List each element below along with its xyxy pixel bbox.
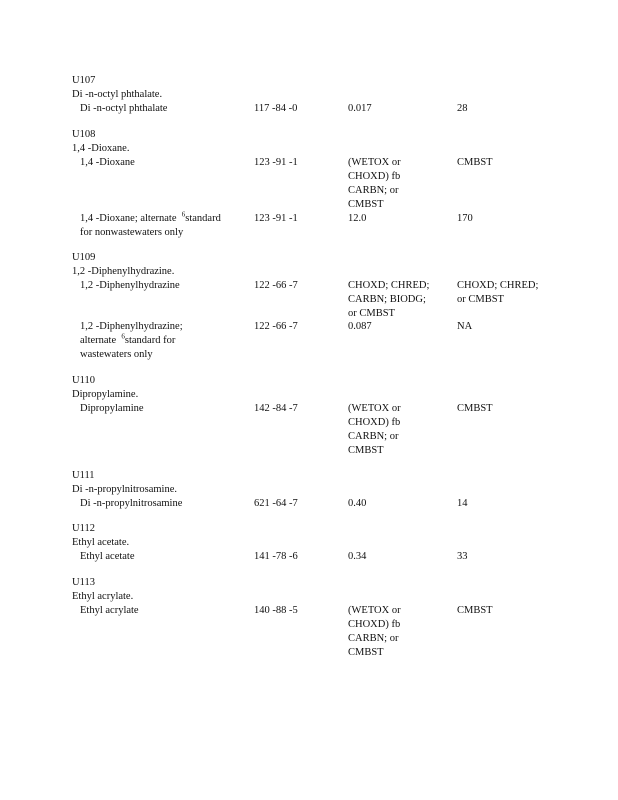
footnote-ref: 6 [181,210,186,219]
table-row [72,156,572,212]
wastewater-standard: 0.017 [348,103,372,114]
nonwastewater-standard [457,279,552,307]
ww-line: (WETOX or [348,403,401,414]
waste-code: U109 [72,252,96,263]
waste-code: U111 [72,470,95,481]
cas-number: 122 -66 -7 [254,321,298,332]
wastewater-standard [348,156,443,212]
ww-line: CMBST [348,445,384,456]
nww-line: or CMBST [457,294,504,305]
wastewater-standard [348,279,443,321]
table-row [72,279,572,321]
table-row [72,604,572,660]
nonwastewater-standard: CMBST [457,157,493,168]
name-part: wastewaters only [80,349,153,360]
wastewater-standard: 0.34 [348,551,367,562]
wastewater-standard [348,402,443,458]
waste-code: U112 [72,523,95,534]
entry-u109 [72,251,572,362]
nonwastewater-standard: 28 [457,103,468,114]
name-part: standard [185,213,221,224]
cas-number: 123 -91 -1 [254,213,298,224]
table-row [72,550,572,564]
wastewater-standard: 0.087 [348,321,372,332]
constituent-name: 1,2 -Diphenylhydrazine [80,280,180,291]
entry-u110 [72,374,572,458]
wastewater-standard [348,604,443,660]
nonwastewater-standard: 14 [457,498,468,509]
cas-number: 122 -66 -7 [254,280,298,291]
constituent-name: Di -n-propylnitrosamine [80,498,183,509]
ww-line: (WETOX or [348,157,401,168]
nonwastewater-standard: CMBST [457,403,493,414]
waste-heading: 1,4 -Dioxane. [72,143,130,154]
nonwastewater-standard: CMBST [457,605,493,616]
cas-number: 621 -64 -7 [254,498,298,509]
waste-heading: Di -n-propylnitrosamine. [72,484,177,495]
entry-u112 [72,522,572,564]
cas-number: 141 -78 -6 [254,551,298,562]
constituent-name: Ethyl acrylate [80,605,139,616]
name-part: standard for [124,335,176,346]
entry-u113 [72,576,572,660]
waste-heading: 1,2 -Diphenylhydrazine. [72,266,175,277]
name-part: 1,2 -Diphenylhydrazine; [80,321,183,332]
wastewater-standard: 12.0 [348,213,367,224]
constituent-name: Di -n-octyl phthalate [80,103,168,114]
footnote-ref: 6 [121,332,125,341]
ww-line: CHOXD; CHRED; [348,280,430,291]
ww-line: CARBN; BIODG; [348,294,426,305]
cas-number: 117 -84 -0 [254,103,298,114]
entry-u108 [72,128,572,240]
ww-line: CMBST [348,199,384,210]
waste-heading: Di -n-octyl phthalate. [72,89,163,100]
waste-code: U107 [72,75,96,86]
constituent-name: 1,4 -Dioxane [80,157,135,168]
constituent-name [80,320,240,362]
ww-line: CMBST [348,647,384,658]
entry-u107 [72,74,572,116]
ww-line: CARBN; or [348,633,399,644]
nonwastewater-standard: NA [457,321,473,332]
ww-line: CHOXD) fb [348,417,401,428]
entry-u111 [72,469,572,511]
table-row-alternate [72,212,572,240]
ww-line: CHOXD) fb [348,171,401,182]
cas-number: 140 -88 -5 [254,605,298,616]
waste-code: U108 [72,129,96,140]
waste-heading: Ethyl acrylate. [72,591,134,602]
table-row-alternate [72,320,572,362]
table-row [72,402,572,458]
ww-line: (WETOX or [348,605,401,616]
name-part: alternate [80,335,117,346]
nww-line: CHOXD; CHRED; [457,280,539,291]
constituent-name: Ethyl acetate [80,551,135,562]
table-row [72,497,572,511]
cas-number: 142 -84 -7 [254,403,298,414]
waste-code: U110 [72,375,95,386]
waste-heading: Dipropylamine. [72,389,139,400]
ww-line: or CMBST [348,308,395,319]
wastewater-standard: 0.40 [348,498,367,509]
table-row [72,102,572,116]
ww-line: CARBN; or [348,185,399,196]
nonwastewater-standard: 33 [457,551,468,562]
name-part: 1,4 -Dioxane; alternate [80,213,177,224]
waste-heading: Ethyl acetate. [72,537,130,548]
waste-code: U113 [72,577,95,588]
constituent-name: Dipropylamine [80,403,144,414]
cas-number: 123 -91 -1 [254,157,298,168]
ww-line: CHOXD) fb [348,619,401,630]
ww-line: CARBN; or [348,431,399,442]
nonwastewater-standard: 170 [457,213,473,224]
name-part: for nonwastewaters only [80,227,184,238]
constituent-name [80,212,240,240]
